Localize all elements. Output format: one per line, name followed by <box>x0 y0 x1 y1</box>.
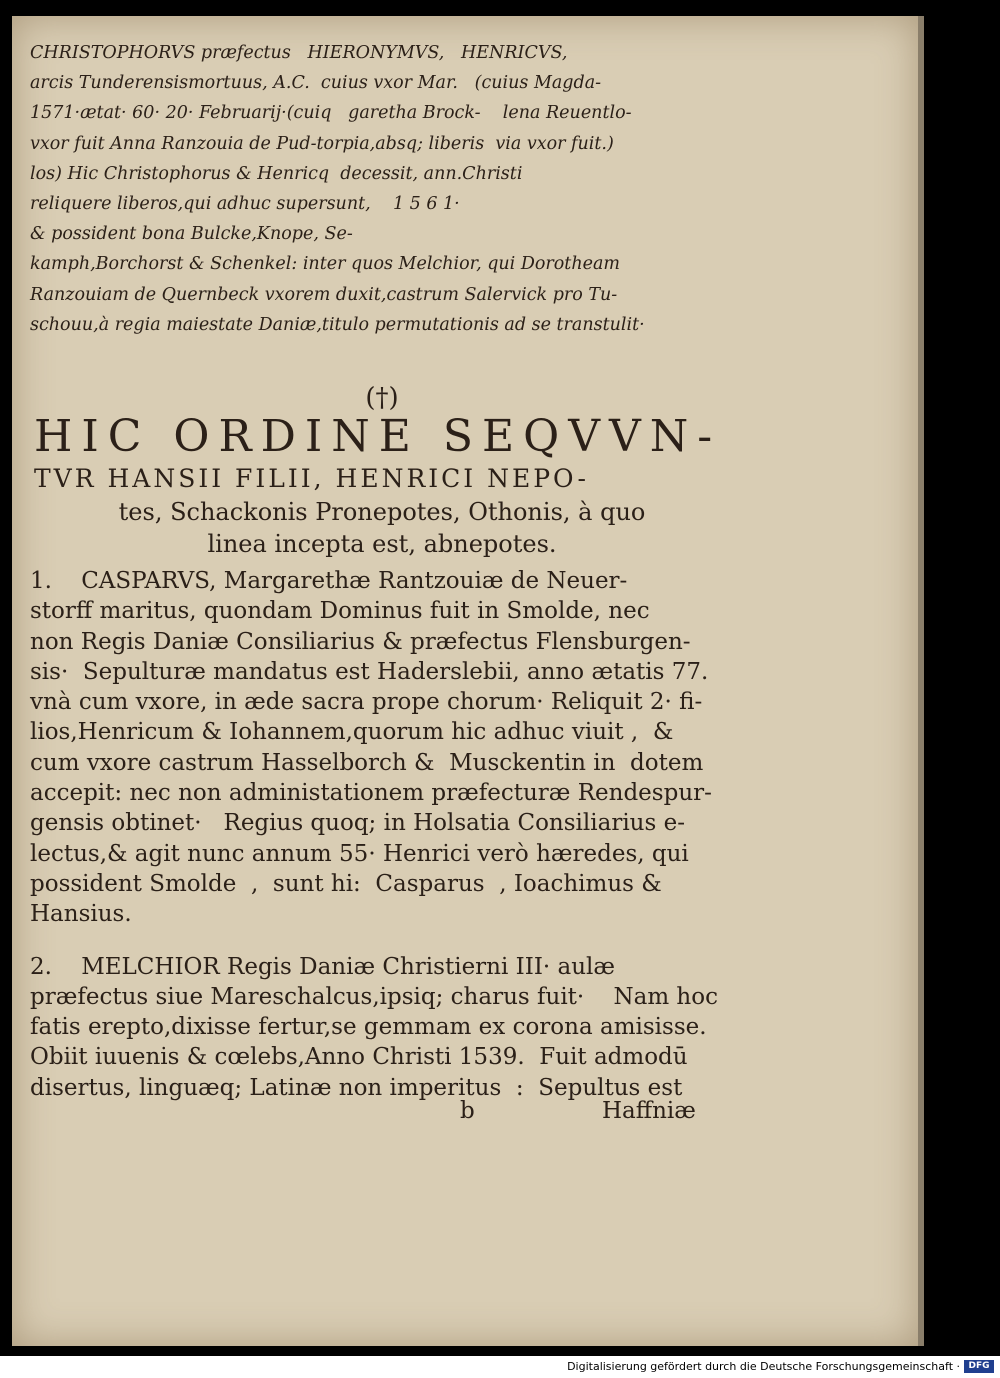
funding-note: Digitalisierung gefördert durch die Deutsche Forschungsgemeinschaft · <box>567 1360 960 1373</box>
heading-line-3: tes, Schackonis Pronepotes, Othonis, à quo <box>118 498 646 526</box>
text-line: accepit: nec non administationem præfecturæ Rendespur- <box>30 780 712 807</box>
top-line: vxor fuit Anna Ranzouia de Pud-torpia,absq; liberis via vxor fuit.) <box>30 133 614 154</box>
heading-line-1: HIC ORDINE SEQVVN- <box>34 411 722 462</box>
dfg-logo-icon: DFG <box>964 1360 994 1373</box>
text-line: Obiit iuuenis & cœlebs,Anno Christi 1539. Fuit admodū <box>30 1044 688 1071</box>
page-edge <box>918 16 924 1346</box>
top-line: Ranzouiam de Quernbeck vxorem duxit,castrum Salervick pro Tu- <box>30 284 618 305</box>
heading-line-4: linea incepta est, abnepotes. <box>207 530 557 558</box>
section-heading <box>32 384 732 560</box>
dagger-mark: (†) <box>365 383 399 413</box>
heading-line-2: TVR HANSII FILII, HENRICI NEPO- <box>34 464 589 493</box>
top-line: los) Hic Christophorus & Henricq decessit, ann.Christi <box>30 163 523 184</box>
text-line: non Regis Daniæ Consiliarius & præfectus Flensburgen- <box>30 628 691 655</box>
text-line: gensis obtinet· Regius quoq; in Holsatia Consiliarius e- <box>30 810 685 837</box>
top-line: CHRISTOPHORVS præfectus HIERONYMVS, HENRICVS, <box>30 43 568 63</box>
top-line: schouu,à regia maiestate Daniæ,titulo permutationis ad se transtulit· <box>30 314 645 335</box>
text-line: lios,Henricum & Iohannem,quorum hic adhuc viuit , & <box>30 719 674 746</box>
text-line: lectus,& agit nunc annum 55· Henrici verò hæredes, qui <box>30 840 689 867</box>
top-line: 1571·ætat· 60· 20· Februarij·(cuiq garetha Brock- lena Reuentlo- <box>30 103 632 124</box>
text-line: cum vxore castrum Hasselborch & Musckentin in dotem <box>30 749 704 776</box>
text-line: 2. MELCHIOR Regis Daniæ Christierni III· aulæ <box>30 953 616 980</box>
paragraph-casparus <box>30 566 730 930</box>
text-line: Hansius. <box>30 901 132 928</box>
text-line: disertus, linguæq; Latinæ non imperitus : Sepultus est <box>30 1074 683 1101</box>
text-line: 1. CASPARVS, Margarethæ Rantzouiæ de Neuer- <box>30 568 628 594</box>
paragraph-melchior <box>30 952 730 1103</box>
book-page <box>12 16 918 1346</box>
body-text <box>30 566 730 1125</box>
top-line: & possident bona Bulcke,Knope, Se- <box>30 224 353 245</box>
text-line: præfectus siue Mareschalcus,ipsiq; charus fuit· Nam hoc <box>30 983 718 1010</box>
footer-bar <box>0 1356 1000 1378</box>
top-line: arcis Tunderensismortuus, A.C. cuius vxor Mar. (cuius Magda- <box>30 73 602 94</box>
top-line: reliquere liberos,qui adhuc supersunt, 1 5 6 1· <box>30 193 460 214</box>
text-line: vnà cum vxore, in æde sacra prope chorum· Reliquit 2· fi- <box>30 689 703 716</box>
top-line: kamph,Borchorst & Schenkel: inter quos Melchior, qui Dorotheam <box>30 254 620 275</box>
text-line: fatis erepto,dixisse fertur,se gemmam ex corona amisisse. <box>30 1014 707 1041</box>
catchword: Haffniæ <box>602 1098 696 1124</box>
text-line: sis· Sepulturæ mandatus est Haderslebii, anno ætatis 77. <box>30 658 709 685</box>
genealogy-notes-block <box>30 38 730 340</box>
text-line: possident Smolde , sunt hi: Casparus , Ioachimus & <box>30 870 662 897</box>
signature-mark: b <box>460 1098 475 1124</box>
text-line: storff maritus, quondam Dominus fuit in Smolde, nec <box>30 598 650 625</box>
